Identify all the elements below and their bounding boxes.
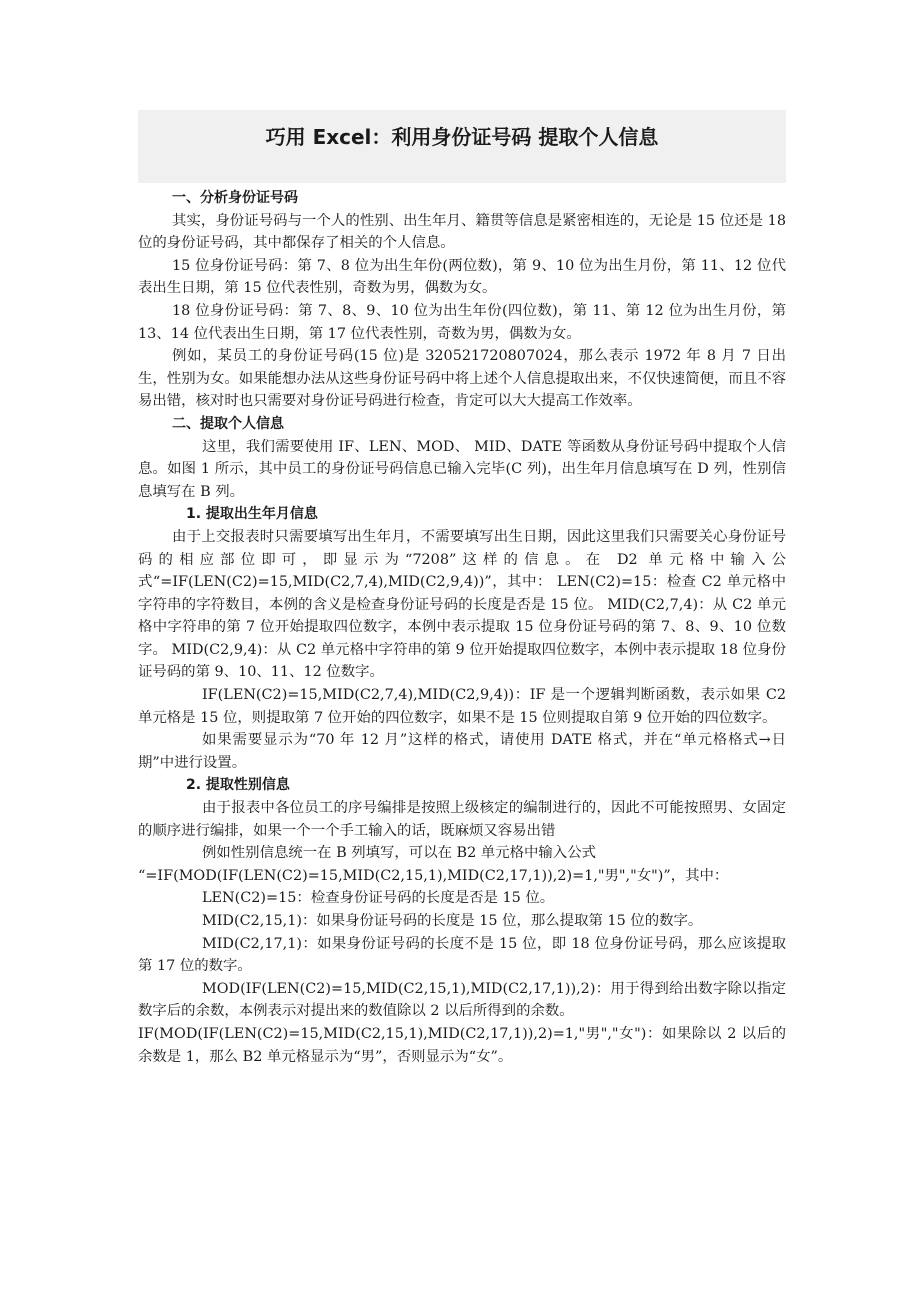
paragraph: IF(LEN(C2)=15,MID(C2,7,4),MID(C2,9,4))：IF 是一个逻辑判断函数，表示如果 C2 单元格是 15 位，则提取第 7 位开始的四位数字，如果不是 15 位则提取自第 9 位开始的四位数字。 bbox=[138, 687, 786, 726]
paragraph: MID(C2,15,1)：如果身份证号码的长度是 15 位，那么提取第 15 位的数字。 bbox=[202, 913, 703, 929]
paragraph: MOD(IF(LEN(C2)=15,MID(C2,15,1),MID(C2,17,1)),2)：用于得到给出数字除以指定数字后的余数，本例表示对提出来的数值除以 2 以后所得到的余数。 bbox=[138, 980, 786, 1020]
section-heading-extract: 二、提取个人信息 bbox=[172, 415, 284, 432]
formula-line: “=IF(MOD(IF(LEN(C2)=15,MID(C2,15,1),MID(C2,17,1)),2)=1,"男","女")”，其中： bbox=[138, 867, 729, 884]
paragraph: 其实，身份证号码与一个人的性别、出生年月、籍贯等信息是紧密相连的，无论是 15 位还是 18 位的身份证号码，其中都保存了相关的个人信息。 bbox=[138, 212, 786, 252]
paragraph: LEN(C2)=15：检查身份证号码的长度是否是 15 位。 bbox=[202, 890, 555, 907]
paragraph: 15 位身份证号码：第 7、8 位为出生年份(两位数)，第 9、10 位为出生月份，第 11、12 位代表出生日期，第 15 位代表性别，奇数为男，偶数为女。 bbox=[138, 257, 786, 297]
paragraph: 18 位身份证号码：第 7、8、9、10 位为出生年份(四位数)，第 11、第 12 位为出生月份，第 13、14 位代表出生日期，第 17 位代表性别，奇数为男，偶数为女。 bbox=[138, 302, 786, 342]
paragraph: IF(MOD(IF(LEN(C2)=15,MID(C2,15,1),MID(C2,17,1)),2)=1,"男","女")：如果除以 2 以后的余数是 1，那么 B2 单元格显示为“男”，否则显示为“女”。 bbox=[138, 1025, 786, 1065]
subsection-heading-gender: 2. 提取性别信息 bbox=[186, 777, 290, 794]
paragraph: 例如性别信息统一在 B 列填写，可以在 B2 单元格中输入公式 bbox=[202, 845, 596, 862]
paragraph: 如果需要显示为“70 年 12 月”这样的格式，请使用 DATE 格式，并在“单元格格式→日期”中进行设置。 bbox=[138, 732, 786, 771]
title-box bbox=[138, 110, 786, 183]
paragraph: 例如，某员工的身份证号码(15 位)是 320521720807024，那么表示 1972 年 8 月 7 日出生，性别为女。如果能想办法从这些身份证号码中将上述个人信息提取出来，不仅快速简便，而且不容易出错，核对时也只需要对身份证号码进行检查，肯定可以大大提高工作效率。 bbox=[138, 348, 786, 410]
document-page bbox=[138, 110, 786, 1068]
document-title: 巧用 Excel：利用身份证号码 提取个人信息 bbox=[265, 125, 659, 149]
paragraph: 由于报表中各位员工的序号编排是按照上级核定的编制进行的，因此不可能按照男、女固定的顺序进行编排，如果一个一个手工输入的话，既麻烦又容易出错 bbox=[138, 800, 786, 839]
section-heading-analyze: 一、分析身份证号码 bbox=[172, 190, 298, 206]
paragraph: 由于上交报表时只需要填写出生年月，不需要填写出生日期，因此这里我们只需要关心身份证号码的相应部位即可，即显示为“7208”这样的信息。在 D2 单元格中输入公式“=IF(LEN(C2)=15,MID(C2,7,4),MID(C2,9,4))”，其中： LEN(C2)=15：检查 C2 单元格中字符串的字符数目，本例的含义是检查身份证号码的长度是否是 15 位。 MID(C2,7,4)：从 C2 单元格中字符串的第 7 位开始提取四位数字，本例中表示提取 15 位身份证号码的第 7、8、9、10 位数字。 MID(C2,9,4)：从 C2 单元格中字符串的第 9 位开始提取四位数字，本例中表示提取 18 位身份证号码的第 9、10、11、12 位数字。 bbox=[138, 528, 786, 681]
paragraph: MID(C2,17,1)：如果身份证号码的长度不是 15 位，即 18 位身份证号码，那么应该提取第 17 位的数字。 bbox=[138, 935, 786, 975]
subsection-heading-birth: 1. 提取出生年月信息 bbox=[186, 506, 318, 523]
document-body bbox=[138, 187, 786, 1068]
paragraph: 这里，我们需要使用 IF、LEN、MOD、 MID、DATE 等函数从身份证号码中提取个人信息。如图 1 所示，其中员工的身份证号码信息已输入完毕(C 列)，出生年月信息填写在 D 列，性别信息填写在 B 列。 bbox=[138, 438, 786, 500]
